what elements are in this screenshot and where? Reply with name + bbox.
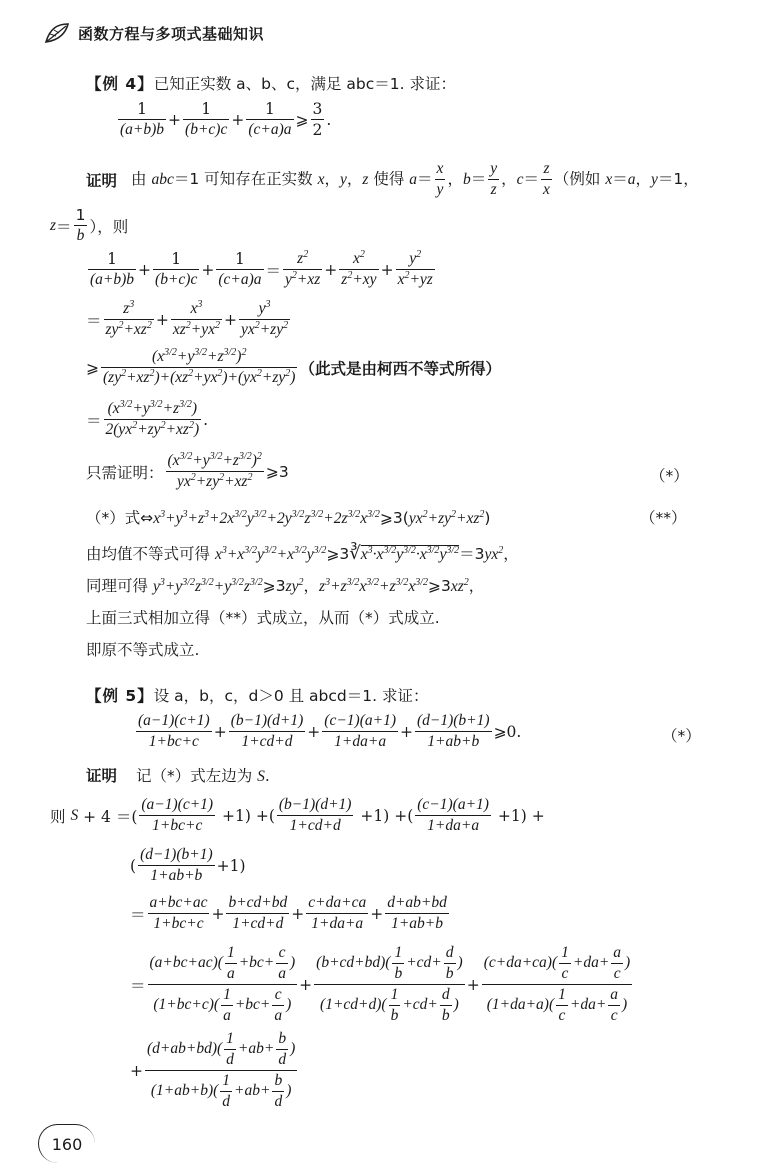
example5-statement: 设 a，b，c，d＞0 且 abcd＝1. 求证：	[153, 687, 429, 705]
example4-statement-line	[86, 72, 456, 94]
example5-star-marker: （*）	[662, 727, 701, 745]
example5-statement-line	[86, 684, 428, 706]
example4-proof-line1: 证明 由 abc＝1 可知存在正实数 x，y，z 使得 a＝ $\frac{x}{y}$ ，b＝ $\frac{y}{z}$ ，c＝ $\frac{z}{x}$ （例如 x＝a，y＝1，	[86, 160, 699, 198]
s-plus-4-line4: ＝ (a+bc+ac)( $\frac{1}{a}$ +bc+ $\frac{c}{a}$ ) (1+bc+c)( $\frac{1}{a}$ +bc+ $\frac{c}{a}$ ) + (b+cd+bd)( $\frac{1}{b}$ +cd+ $\frac{d}{b}$ ) (1+cd+d)( $\frac{1}{b}$ +cd+ $\frac{d}{b}$ ) + (c+da+ca)( $\frac{1}{c}$ +da+ $\frac{a}{c}$ ) (1+da+a)( $\frac{1}{c}$ +da+ $\frac{a}{c}$ )	[130, 944, 631, 1024]
s-plus-4-line: 则 S + 4 ＝( $\frac{(a-1)(c+1)}{1+bc+c}$ +1) +( $\frac{(b-1)(d+1)}{1+cd+d}$ +1) +( $\frac{(c-1)(a+1)}{1+da+a}$ +1) +	[50, 796, 545, 834]
leaf-logo-icon	[44, 22, 70, 44]
running-header	[44, 16, 718, 50]
equation-step4: ＝ $\frac{(x^{3/2}+y^{3/2}+z^{3/2})}{2(yx^2+zy^2+xz^2)}$ .	[86, 398, 209, 438]
example5-proof-label: 证明	[86, 767, 118, 785]
need-prove-line: 只需证明： $\frac{(x^{3/2}+y^{3/2}+z^{3/2})^2}{yx^2+zy^2+xz^2}$ ⩾3	[86, 450, 289, 490]
equation-step2: ＝ $\frac{z^3}{zy^2+xz^2}$ + $\frac{x^3}{xz^2+yx^2}$ + $\frac{y^3}{yx^2+zy^2}$	[86, 298, 289, 338]
page-number: 160	[38, 1124, 95, 1163]
example4-proof-line2: z ＝ $\frac{1}{b}$ ），则	[50, 206, 129, 244]
s-plus-4-line5: + (d+ab+bd)( $\frac{1}{d}$ +ab+ $\frac{b}{d}$ ) (1+ab+b)( $\frac{1}{d}$ +ab+ $\frac{b}{d}$ )	[130, 1030, 296, 1110]
example4-label: 【例 4】	[86, 75, 154, 93]
header-title: 函数方程与多项式基础知识	[78, 24, 265, 43]
need-prove-label: 只需证明：	[86, 463, 164, 482]
example4-proof-label: 证明	[86, 171, 118, 190]
sum-line: 上面三式相加立得（**）式成立，从而（*）式成立.	[86, 609, 440, 627]
example5-target-inequality: $\frac{(a-1)(c+1)}{1+bc+c}$ + $\frac{(b-1)(d+1)}{1+cd+d}$ + $\frac{(c-1)(a+1)}{1+da+a}$ + $\frac{(d-1)(b+1)}{1+ab+b}$ ⩾0.	[138, 712, 522, 750]
example4-statement: 已知正实数 a、b、c，满足 abc＝1. 求证：	[153, 75, 456, 93]
example5-label: 【例 5】	[86, 687, 154, 705]
example5-proof-line1: 证明 记（*）式左边为 S.	[86, 767, 270, 785]
conclusion-line: 即原不等式成立.	[86, 641, 200, 659]
amgm-line: 由均值不等式可得 $x^3+x^{3/2}y^{3/2}+x^{3/2}y^{3/2}⩾3∛x^3\cdot x^{3/2}y^{3/2}\cdot x^{3/2}y^{3/2}=3yx^2$，	[86, 543, 519, 564]
similar-line: 同理可得 $y^3+y^{3/2}z^{3/2}+y^{3/2}z^{3/2}⩾3zy^2$，$z^3+z^{3/2}x^{3/2}+z^{3/2}x^{3/2}⩾3xz^2$，	[86, 576, 485, 595]
equation-cauchy: ⩾ $\frac{(x^{3/2}+y^{3/2}+z^{3/2})^2}{(zy^2+xz^2)+(xz^2+yx^2)+(yx^2+zy^2)}$ （此式是由柯西不等式所得）	[86, 346, 501, 386]
s-plus-4-line2: ( $\frac{(d-1)(b+1)}{1+ab+b}$ +1)	[130, 846, 246, 884]
cauchy-note: （此式是由柯西不等式所得）	[299, 359, 501, 378]
equation-substitution: $\frac{1}{(a+b)b}$ + $\frac{1}{(b+c)c}$ + $\frac{1}{(c+a)a}$ ＝ $\frac{z^2}{y^2+xz}$ + $\frac{x^2}{z^2+xy}$ + $\frac{y^2}{x^2+yz}$	[90, 248, 433, 288]
s-plus-4-line3: ＝ $\frac{a+bc+ac}{1+bc+c}$ + $\frac{b+cd+bd}{1+cd+d}$ + $\frac{c+da+ca}{1+da+a}$ + $\frac{d+ab+bd}{1+ab+b}$	[130, 894, 447, 932]
star-marker: （*）	[650, 467, 689, 485]
double-star-marker: （**）	[640, 509, 687, 527]
star-equivalence: （*）式$\Leftrightarrow x^3+y^3+z^3+2x^{3/2}y^{3/2}+2y^{3/2}z^{3/2}+2z^{3/2}x^{3/2}⩾3(yx^2+zy^2+xz^2)$	[86, 508, 491, 527]
example4-target-inequality: $\frac{1}{(a+b)b}$ + $\frac{1}{(b+c)c}$ + $\frac{1}{(c+a)a}$ ⩾ $\frac{3}{2}$ .	[120, 100, 332, 139]
